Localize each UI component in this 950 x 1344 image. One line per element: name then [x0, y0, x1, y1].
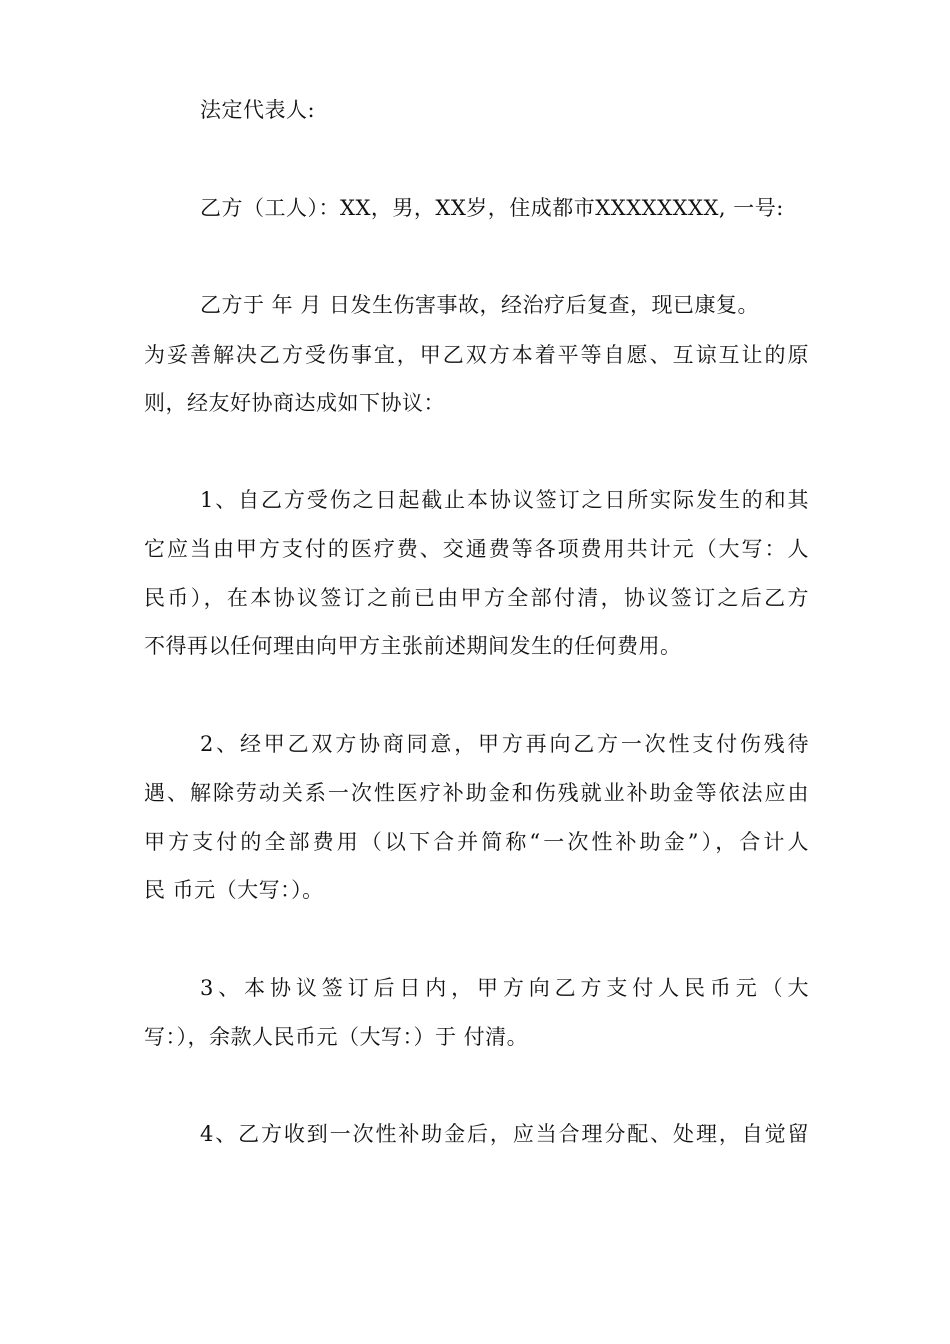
paragraph-intro-line-1: 乙方于 年 月 日发生伤害事故，经治疗后复查，现已康复。: [200, 293, 760, 317]
clause-2-line-2: 遇、解除劳动关系一次性医疗补助金和伤残就业补助金等依法应由: [144, 781, 809, 805]
clause-2-line-1: 2、经甲乙双方协商同意，甲方再向乙方一次性支付伤残待: [200, 732, 809, 756]
clause-3-line-1: 3、本协议签订后日内，甲方向乙方支付人民币元（大: [200, 976, 809, 1000]
paragraph-intro-line-2: 为妥善解决乙方受伤事宜，甲乙双方本着平等自愿、互谅互让的原: [144, 343, 809, 367]
clause-2-line-3: 甲方支付的全部费用（以下合并简称“一次性补助金”），合计人: [144, 830, 809, 854]
paragraph-intro-line-3: 则，经友好协商达成如下协议：: [144, 391, 445, 415]
party-b-info-line: 乙方（工人）：XX，男，XX岁，住成都市XXXXXXXX, 一号:: [200, 196, 784, 220]
clause-1-line-1: 1、自乙方受伤之日起截止本协议签订之日所实际发生的和其: [200, 488, 809, 512]
clause-1-line-4: 不得再以任何理由向甲方主张前述期间发生的任何费用。: [144, 634, 682, 658]
legal-representative-line: 法定代表人:: [200, 98, 316, 122]
clause-3-line-2: 写：），余款人民币元（大写：）于 付清。: [144, 1025, 529, 1049]
clause-1-line-3: 民币），在本协议签订之前已由甲方全部付清，协议签订之后乙方: [144, 586, 809, 610]
clause-2-line-4: 民 币元（大写：）。: [144, 878, 324, 902]
clause-1-line-2: 它应当由甲方支付的医疗费、交通费等各项费用共计元（大写：人: [144, 537, 809, 561]
clause-4-line-1: 4、乙方收到一次性补助金后，应当合理分配、处理，自觉留: [200, 1122, 809, 1146]
